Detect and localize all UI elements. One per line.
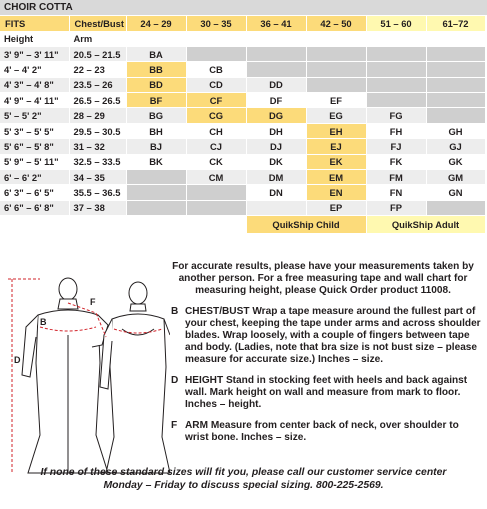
size-code-cell: CD bbox=[186, 77, 246, 92]
height-cell: 6' – 6' 2" bbox=[0, 170, 69, 185]
table-row bbox=[0, 154, 485, 169]
size-code-cell bbox=[426, 93, 485, 108]
size-code-cell: DH bbox=[246, 123, 306, 138]
front-view-figure bbox=[100, 282, 170, 473]
size-code-cell bbox=[426, 77, 485, 92]
size-code-cell bbox=[366, 93, 426, 108]
size-code-cell: GK bbox=[426, 154, 485, 169]
quikship-child-label: QuikShip Child bbox=[246, 216, 366, 234]
height-cell: 4' 3" – 4' 8" bbox=[0, 77, 69, 92]
size-code-cell: CF bbox=[186, 93, 246, 108]
back-view-figure bbox=[22, 278, 108, 473]
size-code-cell: DJ bbox=[246, 139, 306, 154]
table-row bbox=[0, 108, 485, 123]
chest-range-header: 42 – 50 bbox=[306, 16, 366, 31]
size-code-cell: EH bbox=[306, 123, 366, 138]
size-code-cell bbox=[246, 200, 306, 215]
arm-cell: 26.5 – 26.5 bbox=[69, 93, 126, 108]
intro-text: For accurate results, please have your measurements taken by another person. For a free measuring tape and wall chart for measuring height, please Quick Order product 11008. bbox=[172, 261, 474, 296]
size-code-cell bbox=[186, 46, 246, 61]
height-cell: 5' 6" – 5' 8" bbox=[0, 139, 69, 154]
table-row bbox=[0, 139, 485, 154]
height-cell: 5' 3" – 5' 5" bbox=[0, 123, 69, 138]
table-row bbox=[0, 77, 485, 92]
chest-range-header: 30 – 35 bbox=[186, 16, 246, 31]
chest-bust-header: Chest/Bust bbox=[69, 16, 126, 31]
table-row bbox=[0, 200, 485, 215]
size-code-cell: BJ bbox=[126, 139, 186, 154]
measurement-instructions bbox=[163, 261, 483, 453]
arm-cell: 32.5 – 33.5 bbox=[69, 154, 126, 169]
arm-letter: F bbox=[171, 420, 178, 431]
table-row bbox=[0, 170, 485, 185]
arm-cell: 20.5 – 21.5 bbox=[69, 46, 126, 61]
chest-title: CHEST/BUST bbox=[185, 306, 250, 317]
size-code-cell: BH bbox=[126, 123, 186, 138]
size-code-cell bbox=[426, 108, 485, 123]
height-cell: 4' 9" – 4' 11" bbox=[0, 93, 69, 108]
arm-text: Measure from center back of neck, over shoulder to wrist bone. Inches – size. bbox=[185, 420, 459, 443]
height-text: Stand in stocking feet with heels and back against wall. Mark height on wall and measure from mark to floor. Inches – height. bbox=[185, 375, 468, 410]
size-code-cell bbox=[426, 46, 485, 61]
size-code-cell: FH bbox=[366, 123, 426, 138]
size-code-cell: FJ bbox=[366, 139, 426, 154]
fits-header: FITS bbox=[0, 16, 69, 31]
table-header-row bbox=[0, 16, 485, 31]
table-row bbox=[0, 62, 485, 77]
size-code-cell: DF bbox=[246, 93, 306, 108]
size-code-cell: CJ bbox=[186, 139, 246, 154]
size-code-cell: CB bbox=[186, 62, 246, 77]
size-code-cell: CG bbox=[186, 108, 246, 123]
table-row bbox=[0, 93, 485, 108]
size-code-cell: EG bbox=[306, 108, 366, 123]
size-code-cell: EP bbox=[306, 200, 366, 215]
size-code-cell: CK bbox=[186, 154, 246, 169]
size-code-cell: BD bbox=[126, 77, 186, 92]
arm-instruction bbox=[163, 420, 483, 444]
size-code-cell: GH bbox=[426, 123, 485, 138]
footnote-line-1: If none of these standard sizes will fit you, please call our customer service center bbox=[40, 467, 447, 478]
size-code-cell bbox=[126, 170, 186, 185]
size-code-cell: FP bbox=[366, 200, 426, 215]
size-code-cell: EK bbox=[306, 154, 366, 169]
size-code-cell: DM bbox=[246, 170, 306, 185]
size-code-cell: EN bbox=[306, 185, 366, 200]
chest-instruction bbox=[163, 306, 483, 366]
size-code-cell: GN bbox=[426, 185, 485, 200]
height-cell: 5' 9" – 5' 11" bbox=[0, 154, 69, 169]
table-subheader-row bbox=[0, 31, 485, 46]
size-chart-table bbox=[0, 16, 486, 234]
size-code-cell: EJ bbox=[306, 139, 366, 154]
size-code-cell: DG bbox=[246, 108, 306, 123]
arm-cell: 35.5 – 36.5 bbox=[69, 185, 126, 200]
size-code-cell: DN bbox=[246, 185, 306, 200]
size-code-cell bbox=[246, 62, 306, 77]
height-marker-label: D bbox=[14, 355, 21, 365]
size-code-cell: FN bbox=[366, 185, 426, 200]
chest-range-header: 61–72 bbox=[426, 16, 485, 31]
size-code-cell: EF bbox=[306, 93, 366, 108]
height-cell: 5' – 5' 2" bbox=[0, 108, 69, 123]
size-code-cell: GM bbox=[426, 170, 485, 185]
size-code-cell: BK bbox=[126, 154, 186, 169]
size-code-cell: DD bbox=[246, 77, 306, 92]
table-row bbox=[0, 46, 485, 61]
size-code-cell bbox=[246, 46, 306, 61]
size-code-cell bbox=[426, 200, 485, 215]
arm-cell: 31 – 32 bbox=[69, 139, 126, 154]
footnote-line-2: Monday – Friday to discuss special sizing. 800-225-2569. bbox=[103, 479, 384, 491]
size-code-cell bbox=[366, 46, 426, 61]
size-code-cell bbox=[306, 46, 366, 61]
chest-marker-label: B bbox=[40, 317, 47, 327]
size-code-cell bbox=[306, 62, 366, 77]
size-code-cell: DK bbox=[246, 154, 306, 169]
size-code-cell: GJ bbox=[426, 139, 485, 154]
arm-cell: 29.5 – 30.5 bbox=[69, 123, 126, 138]
size-code-cell bbox=[306, 77, 366, 92]
size-code-cell: BG bbox=[126, 108, 186, 123]
arm-cell: 23.5 – 26 bbox=[69, 77, 126, 92]
chest-range-header: 51 – 60 bbox=[366, 16, 426, 31]
size-code-cell bbox=[126, 200, 186, 215]
chest-letter: B bbox=[171, 306, 179, 317]
height-cell: 4' – 4' 2" bbox=[0, 62, 69, 77]
size-code-cell bbox=[366, 77, 426, 92]
arm-cell: 22 – 23 bbox=[69, 62, 126, 77]
size-code-cell: BA bbox=[126, 46, 186, 61]
footnote bbox=[0, 467, 487, 492]
height-cell: 3' 9" – 3' 11" bbox=[0, 46, 69, 61]
chest-text: Wrap a tape measure around the fullest part of your chest, keeping the tape under arms and across shoulder blades. Wrap loosely, with a couple of fingers between tape and body. (Ladies, note that bra size is not bust size – please measure for accurate size.) Inches – size. bbox=[185, 306, 481, 365]
arm-title: ARM bbox=[185, 420, 208, 431]
size-code-cell: FG bbox=[366, 108, 426, 123]
size-code-cell bbox=[186, 185, 246, 200]
quikship-adult-label: QuikShip Adult bbox=[366, 216, 485, 234]
height-letter: D bbox=[171, 375, 179, 386]
page-title: CHOIR COTTA bbox=[0, 0, 487, 15]
arm-marker-label: F bbox=[90, 297, 96, 307]
size-code-cell bbox=[186, 200, 246, 215]
size-code-cell: FK bbox=[366, 154, 426, 169]
size-code-cell: BB bbox=[126, 62, 186, 77]
height-instruction bbox=[163, 375, 483, 411]
table-row bbox=[0, 185, 485, 200]
height-column-label: Height bbox=[0, 31, 69, 46]
arm-cell: 37 – 38 bbox=[69, 200, 126, 215]
size-code-cell bbox=[426, 62, 485, 77]
size-code-cell: FM bbox=[366, 170, 426, 185]
height-cell: 6' 6" – 6' 8" bbox=[0, 200, 69, 215]
size-code-cell: BF bbox=[126, 93, 186, 108]
size-code-cell bbox=[126, 185, 186, 200]
arm-column-label: Arm bbox=[69, 31, 126, 46]
table-row bbox=[0, 123, 485, 138]
height-title: HEIGHT bbox=[185, 375, 224, 386]
arm-cell: 34 – 35 bbox=[69, 170, 126, 185]
chest-range-header: 36 – 41 bbox=[246, 16, 306, 31]
size-code-cell: CH bbox=[186, 123, 246, 138]
measurement-figure bbox=[0, 275, 170, 475]
arm-cell: 28 – 29 bbox=[69, 108, 126, 123]
size-code-cell bbox=[366, 62, 426, 77]
size-code-cell: CM bbox=[186, 170, 246, 185]
chest-range-header: 24 – 29 bbox=[126, 16, 186, 31]
height-cell: 6' 3" – 6' 5" bbox=[0, 185, 69, 200]
size-code-cell: EM bbox=[306, 170, 366, 185]
